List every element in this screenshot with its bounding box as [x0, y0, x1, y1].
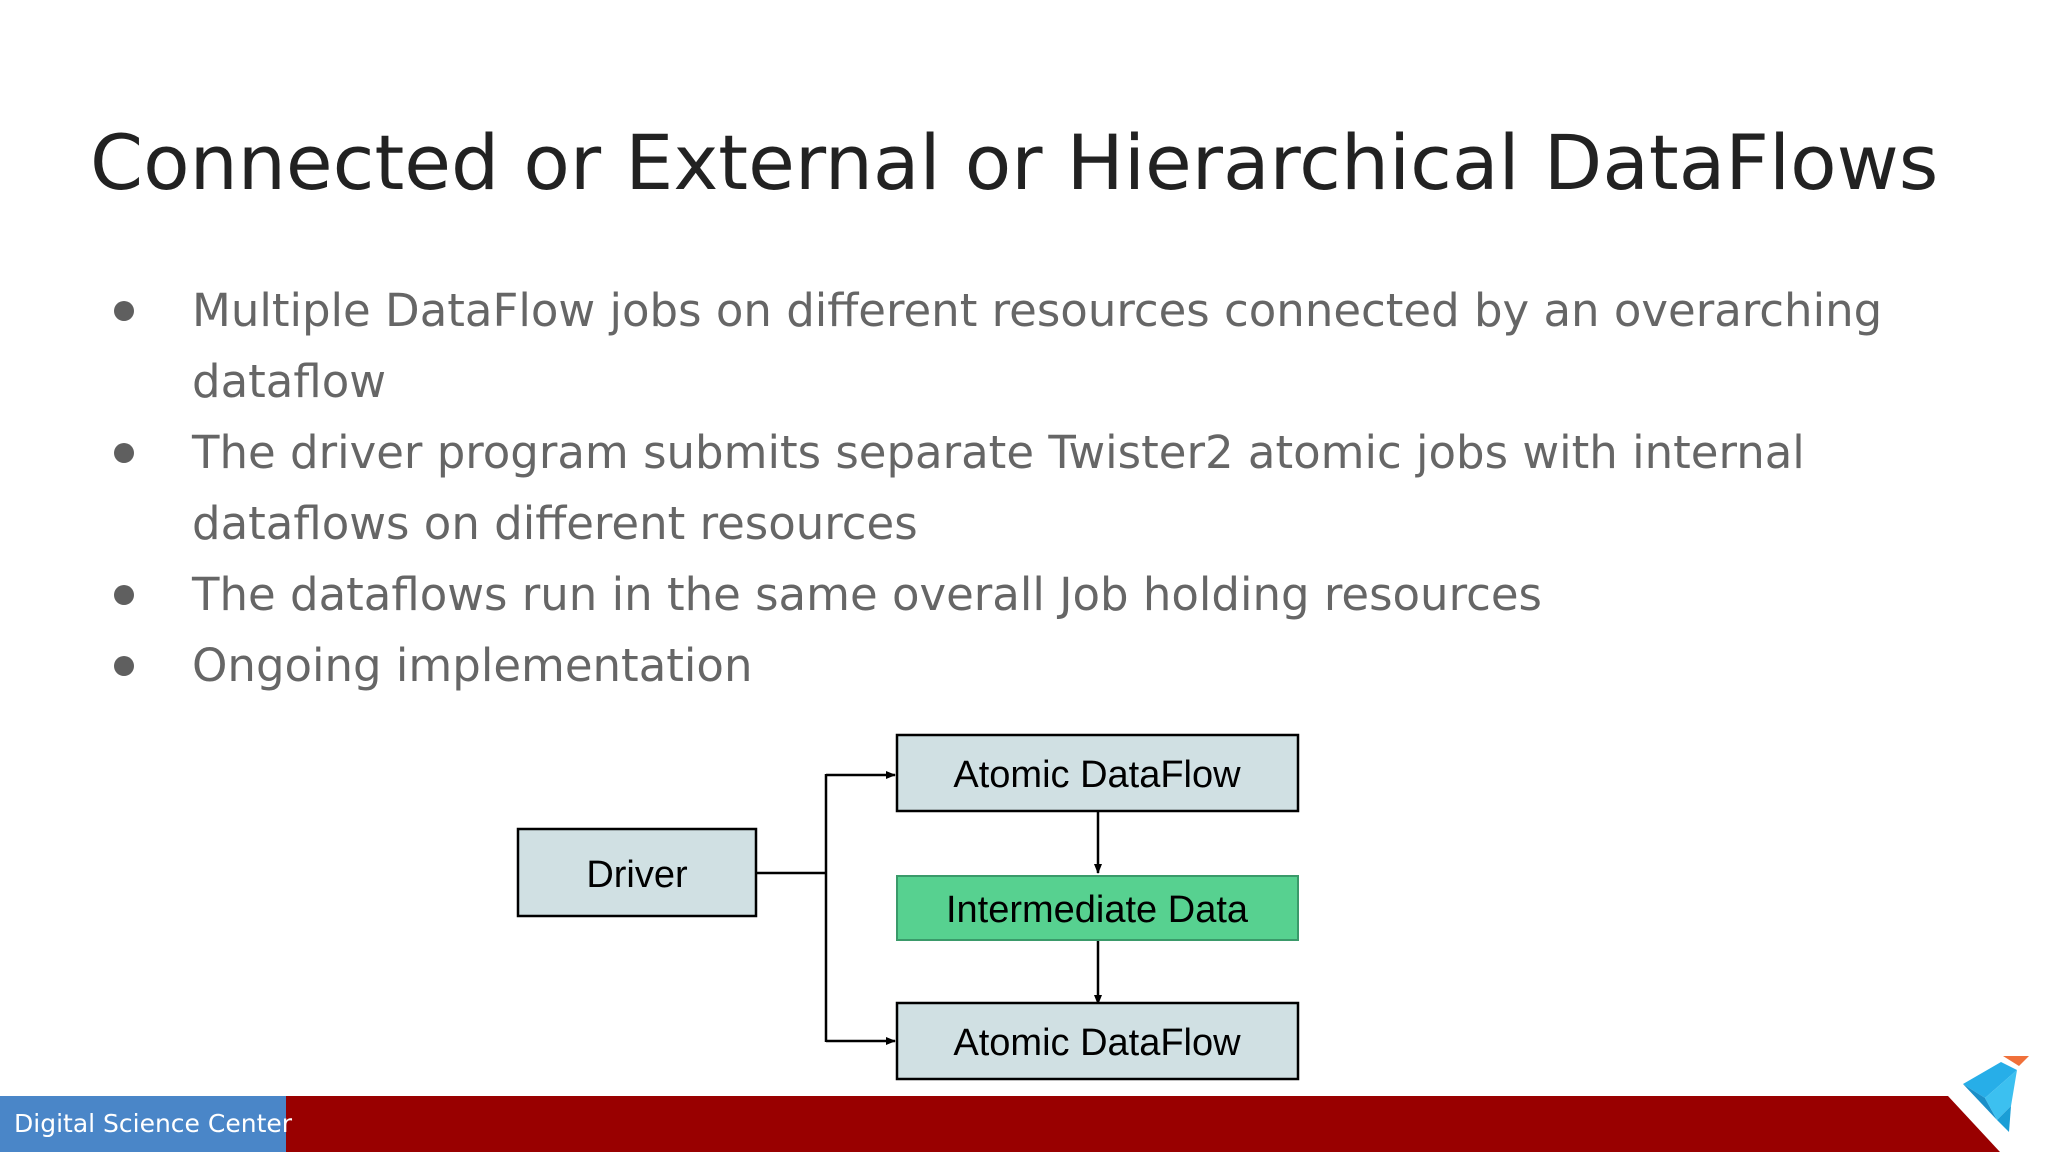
driver-label: Driver	[586, 854, 688, 896]
driver-node	[518, 829, 756, 916]
intermediate-data-node	[897, 876, 1298, 940]
intermediate-data-label: Intermediate Data	[945, 889, 1249, 931]
atomic-dataflow-bottom-node	[897, 1003, 1298, 1079]
atomic-dataflow-bottom-label: Atomic DataFlow	[953, 1022, 1241, 1064]
slide-title: Connected or External or Hierarchical DataFlows	[90, 118, 1939, 207]
bullet-text-line: The dataflows run in the same overall Job holding resources	[192, 568, 1542, 621]
bullet-text-line: Multiple DataFlow jobs on different resources connected by an overarching	[192, 284, 1883, 337]
bullet-text-line: dataflows on different resources	[192, 497, 918, 550]
bullet-text-line: The driver program submits separate Twister2 atomic jobs with internal	[192, 426, 1805, 479]
dsc-logo-icon	[1955, 1048, 2035, 1144]
bullet-text-line: dataflow	[192, 355, 387, 408]
atomic-dataflow-top-node	[897, 735, 1298, 811]
atomic-dataflow-top-label: Atomic DataFlow	[953, 754, 1241, 796]
bullet-text-line: Ongoing implementation	[192, 639, 753, 692]
footer-bar	[0, 1096, 2048, 1152]
footer-label: Digital Science Center	[0, 1096, 286, 1152]
